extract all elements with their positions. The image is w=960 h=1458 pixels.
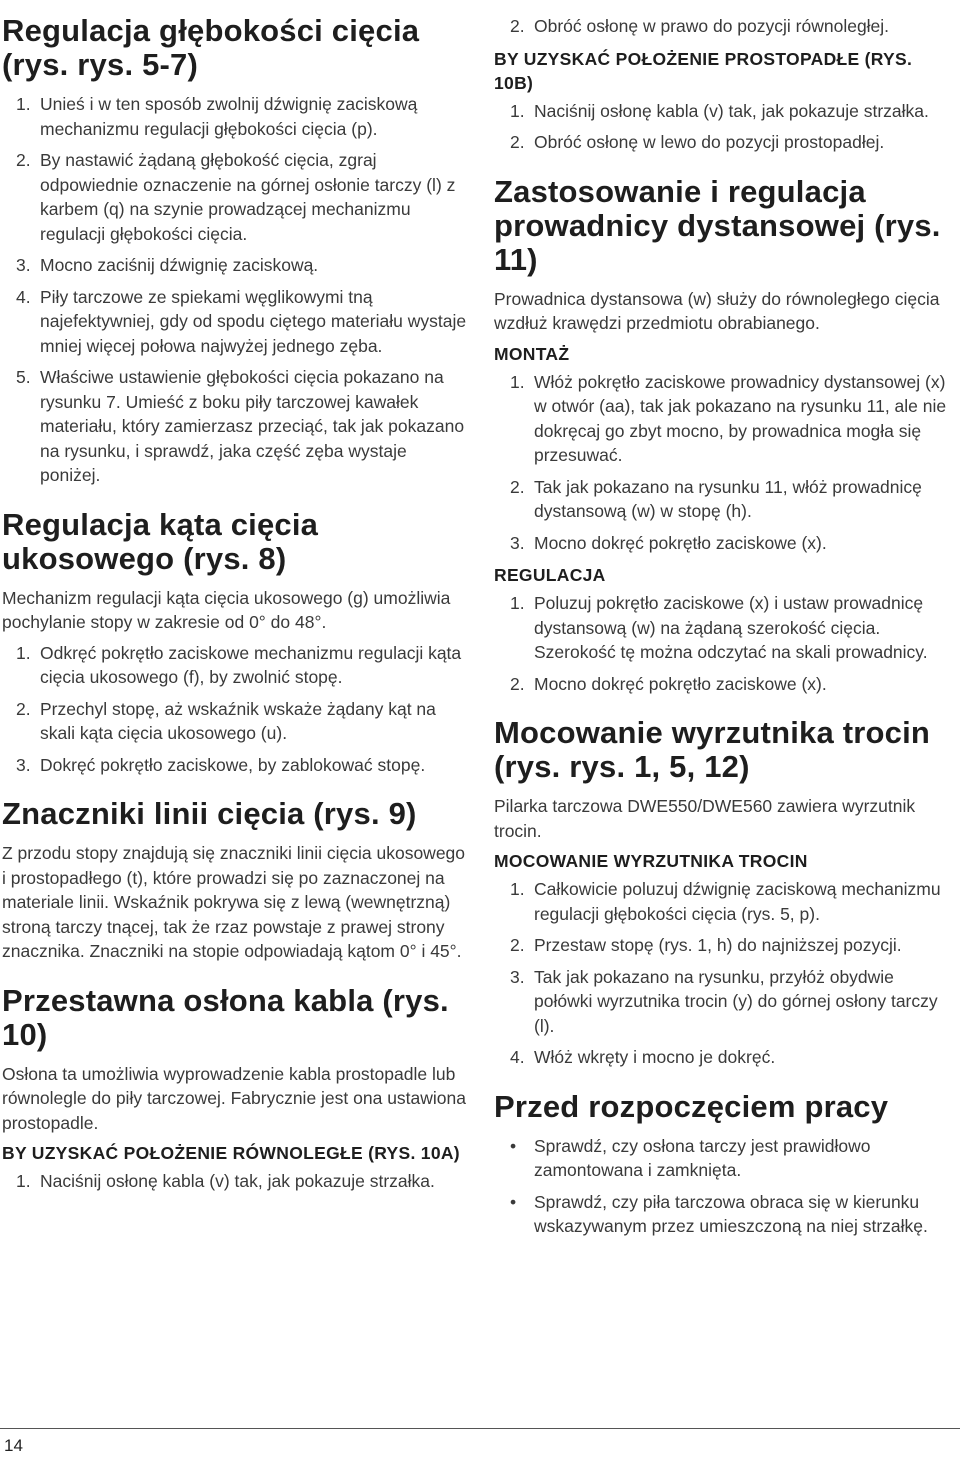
item-text: Włóż wkręty i mocno je dokręć. — [534, 1047, 776, 1067]
item-text: Przestaw stopę (rys. 1, h) do najniższej pozycji. — [534, 935, 902, 955]
subsection-title: BY UZYSKAĆ POŁOŻENIE RÓWNOLEGŁE (RYS. 10A) — [2, 1143, 460, 1163]
item-text: Obróć osłonę w prawo do pozycji równoległej. — [534, 16, 890, 36]
item-text: Przechyl stopę, aż wskaźnik wskaże żądany kąt na skali kąta cięcia ukosowego (u). — [40, 698, 436, 743]
item-number: 2. — [510, 16, 525, 36]
section-cut-line-markers — [2, 797, 470, 964]
list-item — [2, 253, 470, 278]
list-item — [494, 672, 956, 697]
steps-list — [494, 14, 956, 39]
item-text: Naciśnij osłonę kabla (v) tak, jak pokazuje strzałka. — [40, 1171, 435, 1191]
section-title: Przed rozpoczęciem pracy — [494, 1088, 889, 1124]
bullet-icon: • — [510, 1191, 517, 1212]
list-item — [2, 148, 470, 246]
list-item — [494, 933, 956, 958]
item-text: By nastawić żądaną głębokość cięcia, zgraj odpowiednie oznaczenie na górnej osłonie tarczy (l) z karbem (q) na szynie prowadzącej mechanizmu regulacji głębokości cięcia. — [40, 150, 456, 244]
item-number: 3. — [16, 255, 31, 275]
list-item — [2, 697, 470, 746]
list-item — [494, 1045, 956, 1070]
item-text: Naciśnij osłonę kabla (v) tak, jak pokazuje strzałka. — [534, 100, 929, 121]
item-number: 3. — [510, 966, 525, 987]
section-bevel-adjustment — [2, 508, 470, 778]
subsection-title: MONTAŻ — [494, 343, 570, 364]
right-column — [494, 14, 956, 1259]
list-item — [2, 92, 470, 141]
item-text: Tak jak pokazano na rysunku 11, włóż prowadnicę dystansową (w) w stopę (h). — [534, 476, 922, 521]
list-item — [2, 1169, 470, 1194]
list-item — [494, 877, 956, 926]
item-number: 1. — [16, 1171, 31, 1191]
list-item — [494, 475, 956, 524]
item-number: 2. — [510, 935, 525, 955]
item-text: Sprawdź, czy osłona tarczy jest prawidłowo zamontowana i zamknięta. — [534, 1135, 871, 1180]
list-item — [494, 130, 956, 155]
list-item — [494, 99, 956, 124]
section-depth-adjustment — [2, 14, 470, 488]
item-text: Poluzuj pokrętło zaciskowe (x) i ustaw prowadnicę dystansową (w) na żądaną szerokość cięcia. Szerokość tę można odczytać na skali prowadnicy. — [534, 593, 928, 662]
page-number: 14 — [4, 1436, 23, 1455]
item-text: Włóż pokrętło zaciskowe prowadnicy dystansowej (x) w otwór (aa), tak jak pokazano na rysunku 11, ale nie dokręcaj go zbyt mocno, by prowadnica mogła się przesuwać. — [534, 371, 947, 465]
item-number: 3. — [510, 532, 525, 553]
steps-list — [494, 591, 956, 696]
list-item — [2, 753, 470, 778]
item-text: Tak jak pokazano na rysunku, przyłóż obydwie połówki wyrzutnika trocin (y) do górnej osłony tarczy (l). — [534, 966, 938, 1036]
section-text: Z przodu stopy znajdują się znaczniki linii cięcia ukosowego i prostopadłego (t), które prowadzi się po zaznaczonej na materiale linii. Wskaźnik pokrywa się z lewą (wewnętrzną) stroną tarczy tnącej, tak że rzaz powstaje z prawej strony znacznika. Znaczniki na stopie odpowiadają kątom 0° i 45°. — [2, 843, 466, 961]
item-number: 1. — [510, 371, 525, 392]
list-item — [494, 1190, 956, 1239]
item-text: Unieś i w ten sposób zwolnij dźwignię zaciskową mechanizmu regulacji głębokości cięcia (p). — [40, 94, 418, 139]
section-text: Osłona ta umożliwia wyprowadzenie kabla prostopadle lub równolegle do piły tarczowej. Fabrycznie jest ona ustawiona prostopadle. — [2, 1063, 466, 1133]
section-title: Przestawna osłona kabla (rys. 10) — [2, 982, 449, 1052]
list-item — [494, 14, 956, 39]
list-item — [2, 641, 470, 690]
item-text: Właściwe ustawienie głębokości cięcia pokazano na rysunku 7. Umieść z boku piły tarczowej kawałek materiału, który zamierzasz przeciąć, tak jak pokazano na rysunku, i sprawdź, jaka część zęba wystaje poniżej. — [40, 367, 465, 485]
steps-list — [2, 641, 470, 778]
section-rip-fence — [494, 175, 956, 697]
steps-list — [494, 877, 956, 1070]
steps-list — [494, 99, 956, 155]
list-item — [494, 591, 956, 665]
section-cable-guard — [2, 984, 470, 1194]
item-text: Obróć osłonę w lewo do pozycji prostopadłej. — [534, 132, 885, 152]
item-number: 2. — [16, 150, 31, 170]
left-column — [2, 14, 470, 1214]
item-number: 2. — [510, 673, 525, 694]
item-number: 1. — [510, 593, 525, 613]
item-number: 1. — [510, 879, 525, 899]
list-item — [494, 370, 956, 468]
section-prior-to-operation — [494, 1090, 956, 1239]
subsection-title: REGULACJA — [494, 565, 606, 585]
subsection-title: MOCOWANIE WYRZUTNIKA TROCIN — [494, 851, 808, 871]
section-title: Zastosowanie i regulacja prowadnicy dystansowej (rys. 11) — [494, 173, 941, 277]
item-text: Sprawdź, czy piła tarczowa obraca się w kierunku wskazywanym przez umieszczoną na niej strzałkę. — [534, 1191, 928, 1236]
section-title: Regulacja głębokości cięcia (rys. rys. 5-7) — [2, 13, 420, 82]
item-text: Piły tarczowe ze spiekami węglikowymi tną najefektywniej, gdy od spodu ciętego materiału wystaje mniej więcej połowa najwyżej jednego zęba. — [40, 286, 467, 356]
section-title: Regulacja kąta cięcia ukosowego (rys. 8) — [2, 506, 319, 576]
section-cable-guard-continued — [494, 14, 956, 155]
item-number: 1. — [16, 642, 31, 663]
section-title: Znaczniki linii cięcia (rys. 9) — [2, 796, 417, 831]
item-text: Mocno dokręć pokrętło zaciskowe (x). — [534, 673, 827, 694]
list-item — [2, 365, 470, 488]
item-number: 5. — [16, 367, 31, 387]
subsection-title: BY UZYSKAĆ POŁOŻENIE PROSTOPADŁE (RYS. 10B) — [494, 48, 913, 93]
item-number: 2. — [510, 476, 525, 497]
item-number: 4. — [510, 1047, 525, 1067]
steps-list — [2, 92, 470, 488]
list-item — [2, 285, 470, 359]
section-dust-extractor — [494, 716, 956, 1070]
item-number: 2. — [510, 132, 525, 152]
item-number: 4. — [16, 286, 31, 307]
section-title: Mocowanie wyrzutnika trocin (rys. rys. 1, 5, 12) — [494, 715, 931, 784]
item-number: 2. — [16, 698, 31, 719]
list-item — [494, 965, 956, 1039]
item-text: Mocno dokręć pokrętło zaciskowe (x). — [534, 532, 827, 553]
item-number: 1. — [510, 100, 525, 121]
item-text: Całkowicie poluzuj dźwignię zaciskową mechanizmu regulacji głębokości cięcia (rys. 5, p). — [534, 879, 941, 924]
list-item — [494, 531, 956, 556]
item-number: 1. — [16, 94, 31, 114]
item-text: Mocno zaciśnij dźwignię zaciskową. — [40, 255, 319, 275]
section-intro: Mechanizm regulacji kąta cięcia ukosowego (g) umożliwia pochylanie stopy w zakresie od 0° do 48°. — [2, 587, 451, 632]
list-item — [494, 1134, 956, 1183]
steps-list — [2, 1169, 470, 1194]
section-intro: Pilarka tarczowa DWE550/DWE560 zawiera wyrzutnik trocin. — [494, 796, 916, 841]
item-number: 3. — [16, 754, 31, 775]
bullet-icon: • — [510, 1135, 517, 1156]
section-intro: Prowadnica dystansowa (w) służy do równoległego cięcia wzdłuż krawędzi przedmiotu obrabianego. — [494, 288, 940, 333]
bullet-list — [494, 1134, 956, 1239]
item-text: Odkręć pokrętło zaciskowe mechanizmu regulacji kąta cięcia ukosowego (f), by zwolnić stopę. — [40, 642, 462, 687]
steps-list — [494, 370, 956, 556]
item-text: Dokręć pokrętło zaciskowe, by zablokować stopę. — [40, 754, 426, 775]
footer-divider — [0, 1428, 960, 1429]
